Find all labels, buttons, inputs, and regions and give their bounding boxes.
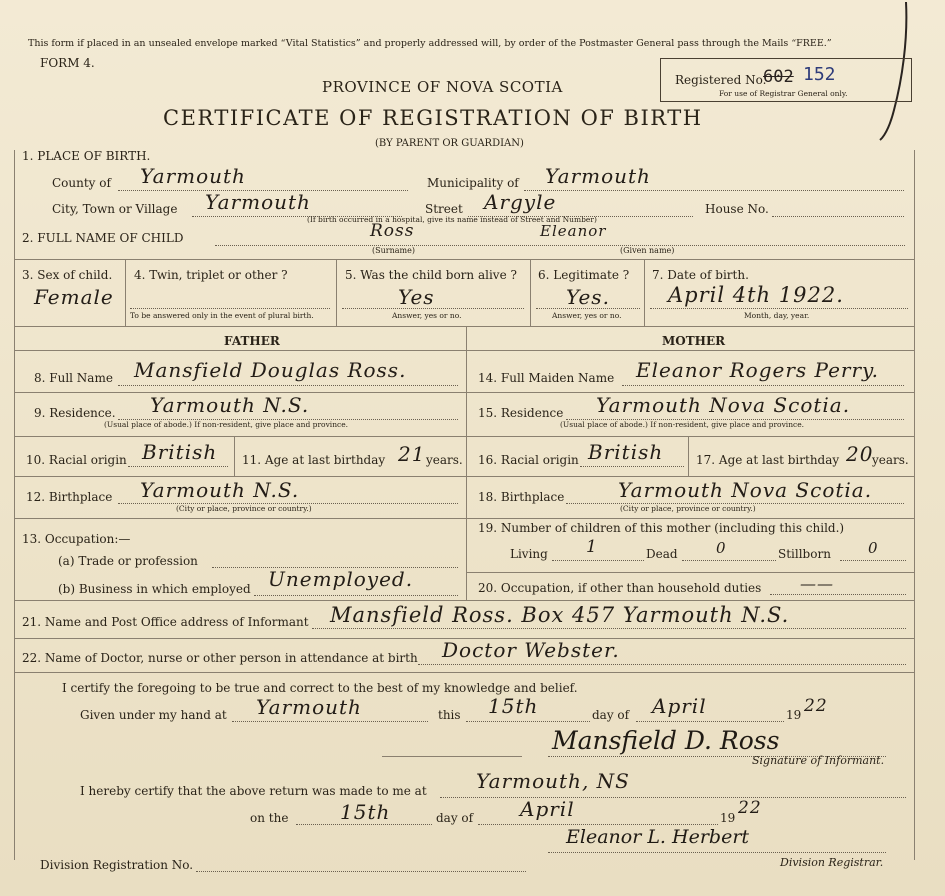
father-heading: FATHER: [224, 334, 280, 348]
division-registrar-signature-line: [548, 852, 886, 853]
registration-year-prefix: 19: [720, 811, 736, 825]
registration-year-value: 22: [738, 798, 762, 818]
father-name-value: Mansfield Douglas Ross.: [134, 358, 407, 382]
place-of-birth-heading: 1. PLACE OF BIRTH.: [22, 149, 151, 163]
house-no-line: [772, 216, 904, 217]
living-value: 1: [586, 537, 598, 557]
mother-years-label: years.: [872, 453, 909, 467]
given-day-of-label: day of: [592, 708, 630, 722]
date-of-birth-value: April 4th 1922.: [668, 283, 844, 307]
mother-race-label: 16. Racial origin: [478, 453, 579, 467]
father-age-label: 11. Age at last birthday: [242, 453, 386, 467]
mother-age-label: 17. Age at last birthday: [696, 453, 840, 467]
born-alive-note: Answer, yes or no.: [392, 311, 462, 320]
informant-signature-label: Signature of Informant.: [752, 754, 885, 767]
mother-occupation-line: [770, 594, 906, 595]
father-residence-label: 9. Residence.: [34, 406, 116, 420]
page-subtitle: (BY PARENT OR GUARDIAN): [375, 138, 524, 149]
father-race-line: [128, 466, 228, 467]
child-given-name-value: Eleanor: [540, 222, 607, 240]
registrar-signature: Eleanor L. Herbert: [566, 826, 750, 848]
this-label: this: [438, 708, 461, 722]
blank-signature-line: [382, 756, 522, 757]
mother-residence-value: Yarmouth Nova Scotia.: [596, 393, 851, 417]
living-label: Living: [510, 547, 548, 561]
registered-no-old: 602: [763, 67, 794, 87]
born-alive-label: 5. Was the child born alive ?: [345, 268, 517, 282]
given-under-hand-label: Given under my hand at: [80, 708, 227, 722]
informant-label: 21. Name and Post Office address of Informant: [22, 615, 309, 629]
business-line: [254, 595, 458, 596]
mother-residence-label: 15. Residence: [478, 406, 564, 420]
row3-divider-2: [336, 259, 337, 326]
mother-occupation-label: 20. Occupation, if other than household duties: [478, 581, 762, 595]
father-birthplace-note: (City or place, province or country.): [176, 504, 312, 513]
registered-no-label: Registered No.: [675, 73, 767, 87]
twin-label: 4. Twin, triplet or other ?: [134, 268, 288, 282]
father-residence-value: Yarmouth N.S.: [150, 393, 310, 417]
legitimate-value: Yes.: [566, 285, 610, 309]
street-value: Argyle: [484, 190, 557, 214]
province-heading: PROVINCE OF NOVA SCOTIA: [322, 78, 563, 96]
mother-age-value: 20: [846, 442, 874, 466]
registrar-use-note: For use of Registrar General only.: [719, 89, 848, 98]
informant-line: [312, 628, 906, 629]
division-registration-no-line: [196, 871, 526, 872]
frame-right: [914, 150, 915, 860]
mother-row-rule-2: [466, 436, 914, 437]
father-residence-note: (Usual place of abode.) If non-resident, give place and province.: [104, 420, 349, 429]
given-month-line: [636, 721, 784, 722]
father-row-rule-2: [14, 436, 466, 437]
mother-heading: MOTHER: [662, 334, 726, 348]
legitimate-label: 6. Legitimate ?: [538, 268, 630, 282]
given-place-value: Yarmouth: [256, 695, 362, 719]
given-month-value: April: [652, 694, 707, 718]
sex-value: Female: [34, 285, 114, 309]
children-count-label: 19. Number of children of this mother (including this child.): [478, 521, 845, 535]
living-line: [552, 560, 644, 561]
mother-row-rule-4: [466, 518, 914, 519]
city-value: Yarmouth: [205, 190, 311, 214]
registered-no-value: 152: [803, 64, 836, 85]
given-name-note: (Given name): [620, 246, 675, 255]
dead-line: [682, 560, 776, 561]
date-of-birth-note: Month, day, year.: [744, 311, 810, 320]
business-label: (b) Business in which employed: [58, 582, 251, 596]
row3-bottom-rule: [14, 326, 914, 327]
doctor-value: Doctor Webster.: [442, 638, 620, 662]
municipality-line: [524, 190, 904, 191]
row3-divider-4: [644, 259, 645, 326]
mother-row-rule-3: [466, 476, 914, 477]
born-alive-value: Yes: [398, 285, 435, 309]
row3-divider-3: [530, 259, 531, 326]
registration-day-of-label: day of: [436, 811, 474, 825]
registration-place-value: Yarmouth, NS: [476, 769, 630, 793]
stillborn-line: [840, 560, 906, 561]
legitimate-note: Answer, yes or no.: [552, 311, 622, 320]
business-value: Unemployed.: [268, 567, 414, 591]
dead-value: 0: [716, 539, 727, 557]
division-registrar-label: Division Registrar.: [780, 856, 884, 869]
registration-month-value: April: [520, 797, 575, 821]
father-race-divider: [234, 436, 235, 476]
parents-center-divider: [466, 326, 467, 600]
mother-race-value: British: [588, 440, 664, 464]
father-race-label: 10. Racial origin: [26, 453, 127, 467]
row3-divider-1: [125, 259, 126, 326]
trade-label: (a) Trade or profession: [58, 554, 198, 568]
father-age-value: 21: [398, 442, 426, 466]
registration-month-line: [478, 824, 718, 825]
row3-top-rule: [14, 259, 914, 260]
sex-label: 3. Sex of child.: [22, 268, 113, 282]
surname-note: (Surname): [372, 246, 415, 255]
county-label: County of: [52, 176, 111, 190]
date-of-birth-line: [650, 308, 908, 309]
father-race-value: British: [142, 440, 218, 464]
father-name-line: [118, 385, 458, 386]
street-note: (If birth occurred in a hospital, give its name instead of Street and Number): [307, 215, 597, 224]
city-label: City, Town or Village: [52, 202, 178, 216]
registration-number-box: [660, 58, 912, 102]
given-year-prefix: 19: [786, 708, 802, 722]
father-occupation-label: 13. Occupation:—: [22, 532, 131, 546]
parents-heading-rule: [14, 350, 914, 351]
mother-name-value: Eleanor Rogers Perry.: [636, 358, 880, 382]
child-name-line: [215, 245, 905, 246]
postal-notice: This form if placed in an unsealed envelope marked “Vital Statistics” and properly addressed will, by order of the Postmaster General pass through the Mails “FREE.”: [28, 38, 832, 49]
on-the-label: on the: [250, 811, 289, 825]
stillborn-label: Stillborn: [778, 547, 831, 561]
father-name-label: 8. Full Name: [34, 371, 113, 385]
mother-row-rule-5: [466, 572, 914, 573]
form-number: FORM 4.: [40, 56, 95, 70]
county-value: Yarmouth: [140, 164, 246, 188]
registration-place-line: [440, 797, 906, 798]
twin-line: [130, 308, 330, 309]
frame-left: [14, 150, 15, 860]
informant-top-rule: [14, 600, 914, 601]
informant-signature: Mansfield D. Ross: [552, 726, 780, 755]
mother-birthplace-note: (City or place, province or country.): [620, 504, 756, 513]
twin-note: To be answered only in the event of plural birth.: [130, 311, 314, 320]
informant-value: Mansfield Ross. Box 457 Yarmouth N.S.: [330, 603, 790, 627]
doctor-line: [418, 664, 906, 665]
mother-birthplace-value: Yarmouth Nova Scotia.: [618, 478, 873, 502]
stillborn-value: 0: [868, 539, 879, 557]
house-no-label: House No.: [705, 202, 769, 216]
father-row-rule-4: [14, 518, 466, 519]
street-label: Street: [425, 202, 463, 216]
mother-birthplace-label: 18. Birthplace: [478, 490, 565, 504]
child-surname-value: Ross: [370, 221, 415, 241]
mother-residence-note: (Usual place of abode.) If non-resident, give place and province.: [560, 420, 805, 429]
dead-label: Dead: [646, 547, 678, 561]
certify-statement: I certify the foregoing to be true and correct to the best of my knowledge and belief.: [62, 681, 578, 695]
certification-top-rule: [14, 672, 914, 673]
given-day-value: 15th: [488, 694, 539, 718]
father-row-rule-3: [14, 476, 466, 477]
registration-day-line: [296, 824, 432, 825]
mother-name-label: 14. Full Maiden Name: [478, 371, 615, 385]
doctor-label: 22. Name of Doctor, nurse or other person in attendance at birth: [22, 651, 418, 665]
father-birthplace-value: Yarmouth N.S.: [140, 478, 300, 502]
father-birthplace-label: 12. Birthplace: [26, 490, 113, 504]
mother-occupation-value: ——: [800, 574, 834, 593]
father-years-label: years.: [426, 453, 463, 467]
given-day-line: [466, 721, 590, 722]
page-title: CERTIFICATE OF REGISTRATION OF BIRTH: [163, 106, 703, 130]
mother-name-line: [622, 385, 904, 386]
municipality-value: Yarmouth: [545, 164, 651, 188]
date-of-birth-label: 7. Date of birth.: [652, 268, 749, 282]
municipality-label: Municipality of: [427, 176, 519, 190]
given-year-value: 22: [804, 696, 828, 716]
given-place-line: [232, 721, 428, 722]
mother-race-divider: [688, 436, 689, 476]
hereby-certify-label: I hereby certify that the above return was made to me at: [80, 784, 427, 798]
mother-race-line: [580, 466, 684, 467]
child-name-label: 2. FULL NAME OF CHILD: [22, 231, 184, 245]
registration-day-value: 15th: [340, 800, 391, 824]
division-registration-no-label: Division Registration No.: [40, 858, 194, 872]
